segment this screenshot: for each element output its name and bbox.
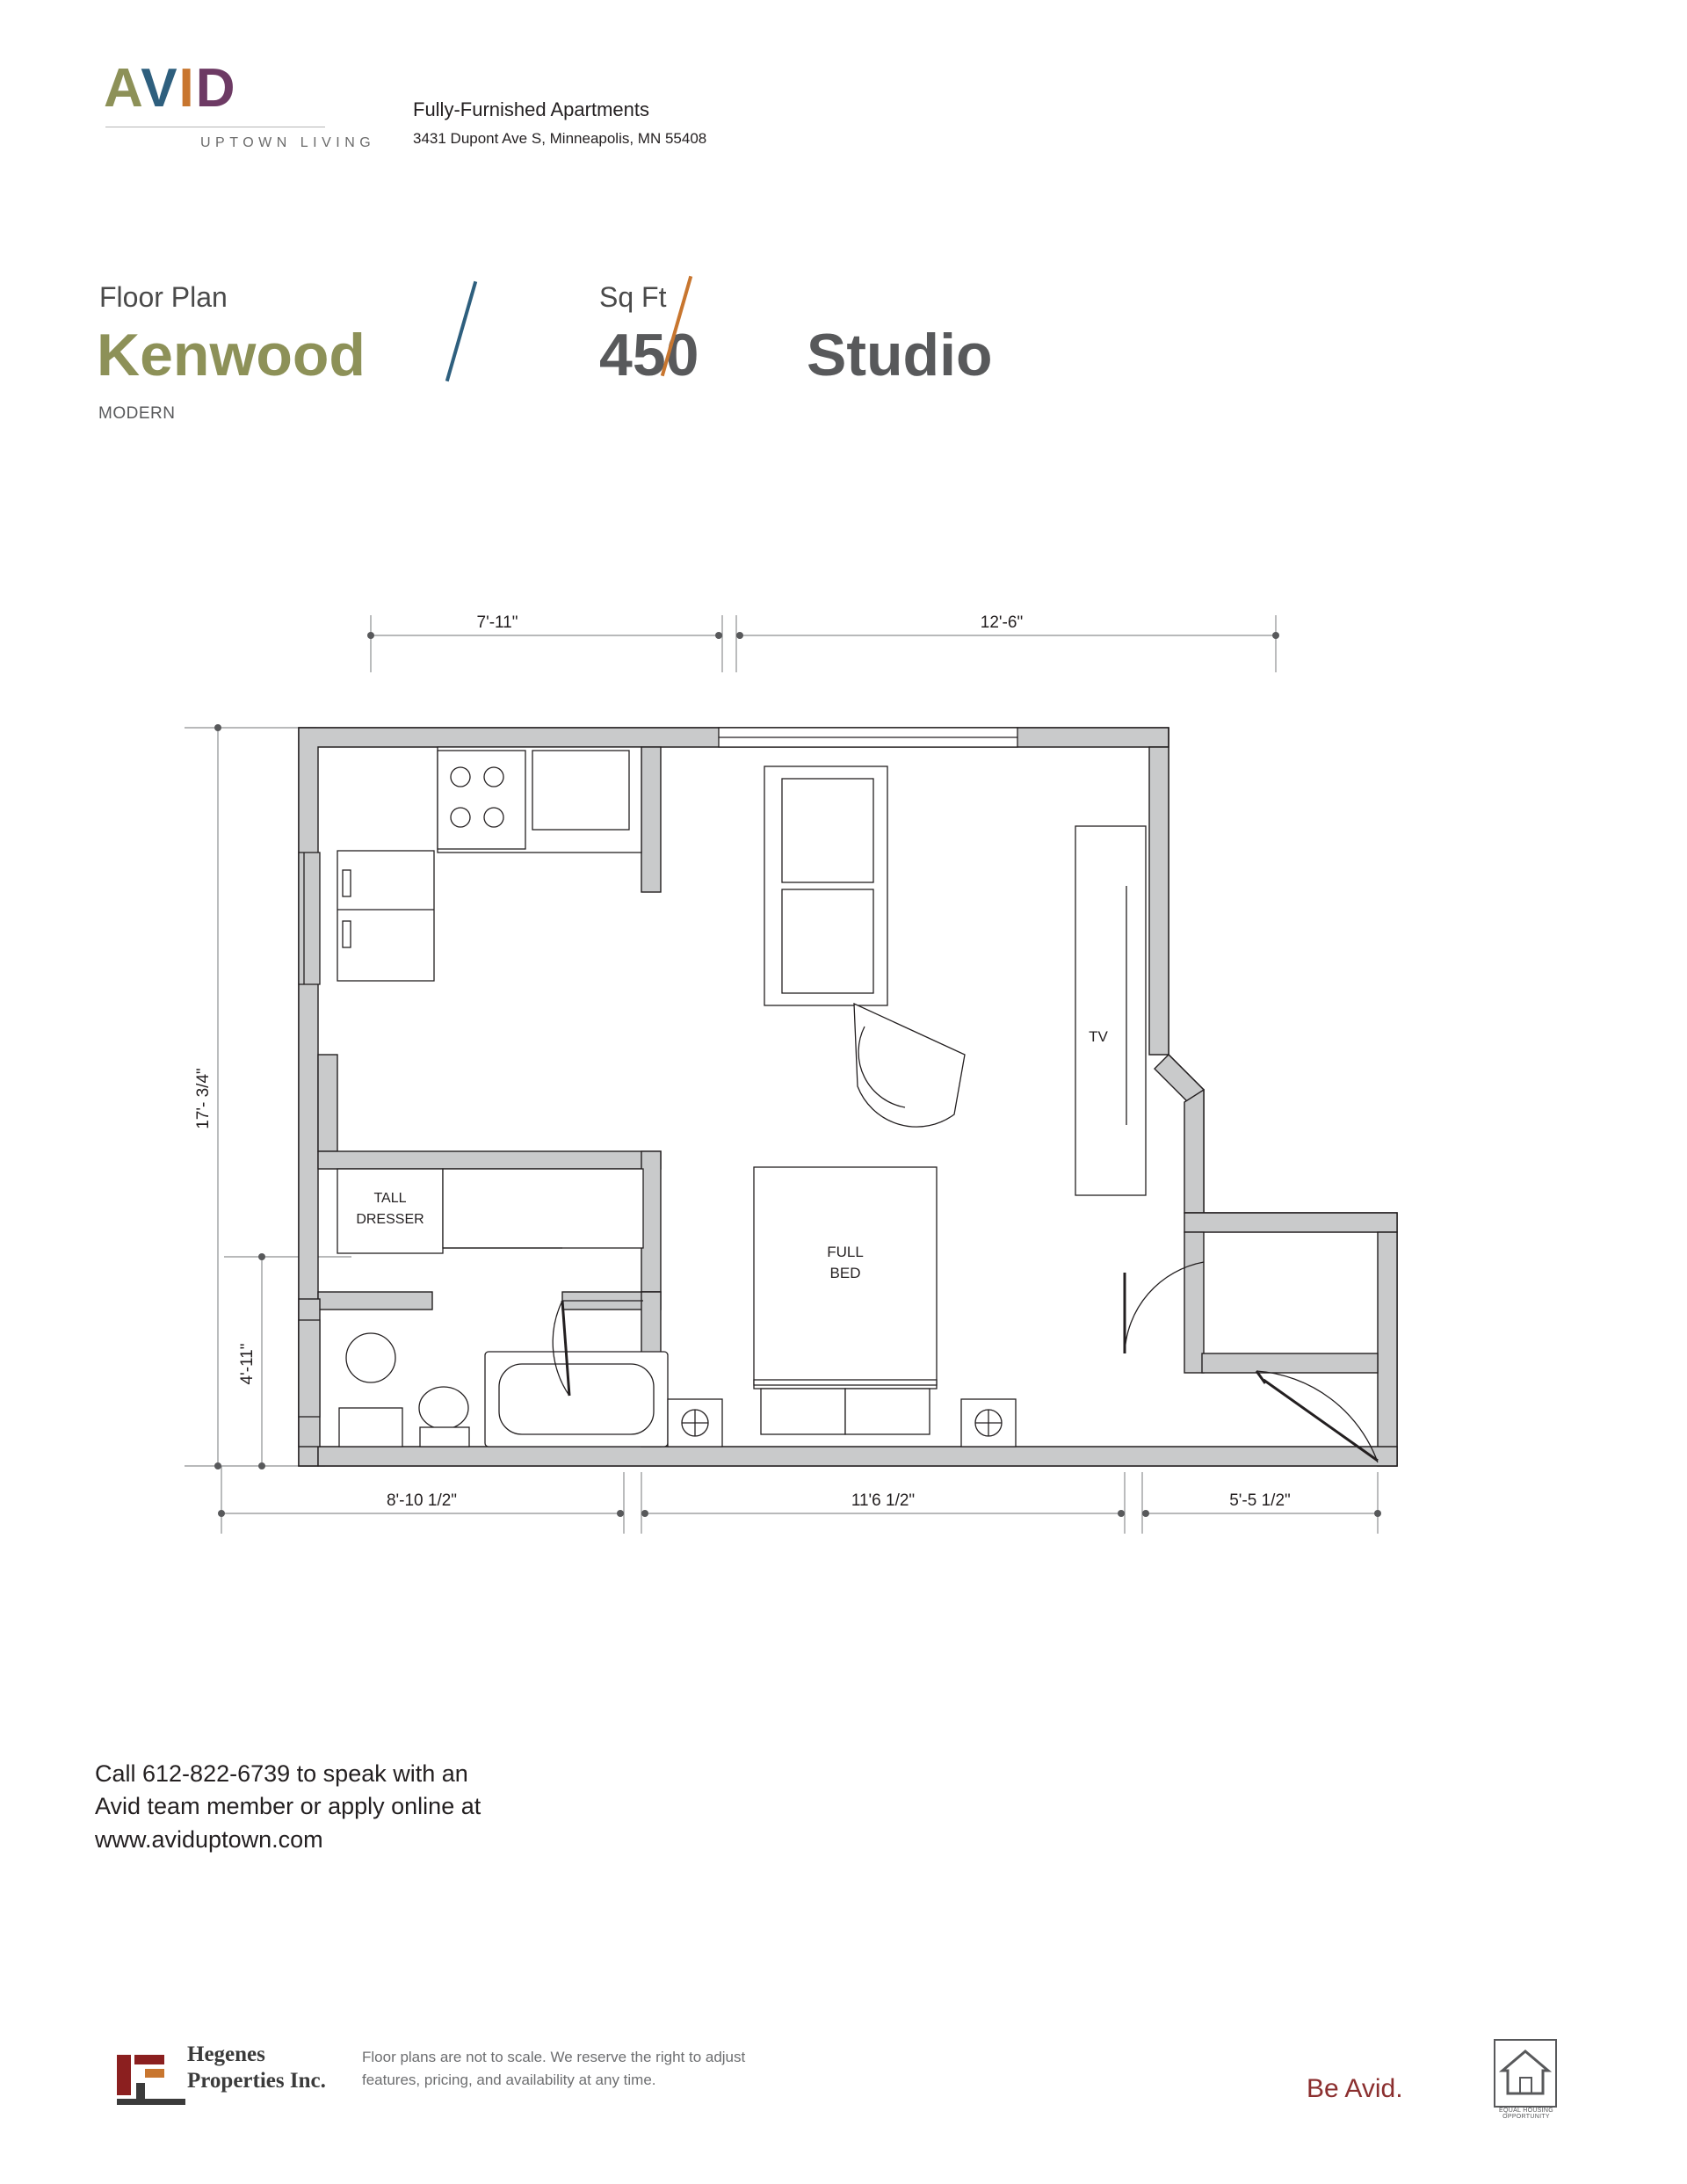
property-address: 3431 Dupont Ave S, Minneapolis, MN 55408 [413,130,707,147]
property-title: Fully-Furnished Apartments [413,98,649,120]
bed-label-line1: FULL [827,1244,864,1260]
bathroom [339,1301,668,1447]
contact-cta [95,1758,481,1856]
avid-logo-tagline: UPTOWN LIVING [200,135,376,150]
cta-line-2: Avid team member or apply online at [95,1793,481,1820]
dim-left-upper: 17'- 3/4" [194,1068,213,1129]
vanity-sink [339,1333,402,1447]
brand-slogan: Be Avid. [1307,2074,1403,2103]
disclaimer-line-1: Floor plans are not to scale. We reserve the right to adjust [362,2049,746,2065]
dim-bottom-mid: 11'6 1/2" [851,1491,916,1510]
dim-top-left: 7'-11" [476,613,518,632]
avid-logo [104,58,376,150]
entry-closet-left [299,853,320,984]
entry-closet [1184,1232,1378,1373]
tv-label: TV [1089,1028,1108,1045]
bed-label-line2: BED [829,1265,861,1281]
closet-shelf [443,1169,643,1248]
bathtub [485,1352,668,1447]
dim-bottom-left: 8'-10 1/2" [386,1491,458,1510]
toilet [419,1387,469,1447]
dim-top-right: 12'-6" [980,613,1024,632]
avid-logo-wordmark: AVID [104,58,237,119]
hegenes-name-line1: Hegenes [187,2043,265,2066]
accent-chair [854,1004,965,1127]
plan-name: Kenwood [97,322,366,388]
tall-dresser-label-line1: TALL [373,1191,407,1206]
footer-disclaimer [362,2046,924,2093]
equal-housing-opportunity-icon [1494,2039,1557,2108]
kitchen [438,747,641,853]
property-info [413,98,706,148]
tall-dresser [337,1169,443,1253]
cta-line-3[interactable]: www.aviduptown.com [95,1825,323,1853]
window-top [719,728,1017,747]
tall-dresser-label-line2: DRESSER [356,1212,424,1227]
sofa [764,766,887,1005]
nightstand-left [668,1399,722,1447]
floorplan-title-block [97,272,1151,448]
dim-left-lower: 4'-11" [238,1343,257,1385]
plan-unit-type: Studio [807,322,993,388]
dim-bottom-right: 5'-5 1/2" [1229,1491,1291,1510]
nightstand-right [961,1399,1016,1447]
full-bed [754,1167,937,1434]
page-footer [0,2030,1687,2184]
label-floor-plan: Floor Plan [99,281,228,313]
label-sqft: Sq Ft [599,281,667,313]
eho-caption: EQUAL HOUSING OPPORTUNITY [1499,2108,1553,2120]
plan-sqft: 450 [599,322,699,388]
floor-plan-drawing [88,562,1599,1547]
disclaimer-line-2: features, pricing, and availability at any time. [362,2072,656,2089]
page-header [0,0,1687,211]
refrigerator [337,851,434,981]
hegenes-name-line2: Properties Inc. [187,2069,326,2093]
linen-closet [299,1320,320,1417]
plan-collection: MODERN [98,404,176,423]
cta-line-1: Call 612-822-6739 to speak with an [95,1760,468,1787]
tv-console [1075,826,1146,1195]
